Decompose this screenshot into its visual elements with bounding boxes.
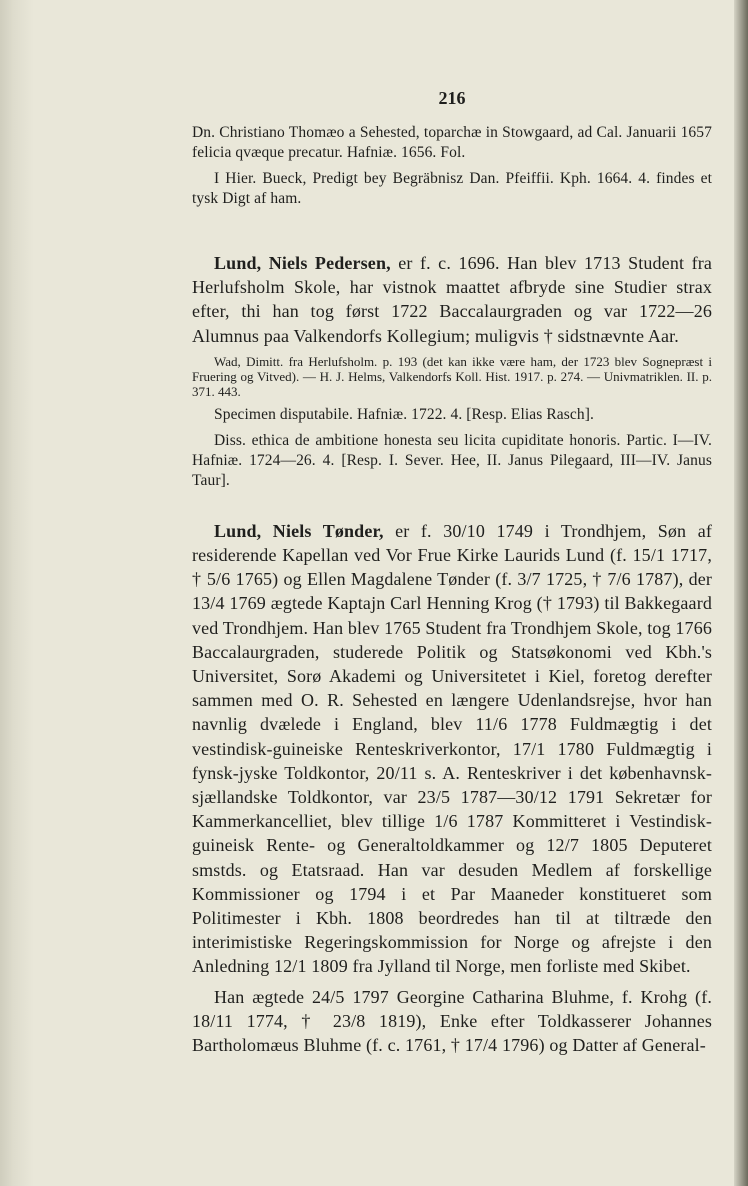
entry-lund-niels-pedersen bbox=[192, 251, 712, 491]
entry-lund-niels-tonder bbox=[192, 519, 712, 1057]
entry-paragraph: Dn. Christiano Thomæo a Sehested, toparchæ in Stowgaard, ad Cal. Januarii 1657 felicia qvæque precatur. Hafniæ. 1656. Fol. bbox=[192, 124, 712, 161]
entry-body bbox=[192, 519, 712, 979]
entry-body bbox=[192, 251, 712, 348]
entry-continuation: Han ægtede 24/5 1797 Georgine Catharina Bluhme, f. Krohg (f. 18/11 1774, † 23/8 1819), Enke efter Toldkasserer Johannes Bartholomæus Bluhme (f. c. 1761, † 17/4 1796) og Datter af General- bbox=[192, 986, 712, 1056]
page-edge-shadow bbox=[734, 0, 748, 1186]
entry-name: Lund, Niels Tønder, bbox=[214, 520, 384, 541]
entry-text: er f. 30/10 1749 i Trondhjem, Søn af residerende Kapellan ved Vor Frue Kirke Laurids Lund (f. 15/1 1717, † 5/6 1765) og Ellen Magdalene Tønder (f. 3/7 1725, † 7/6 1787), der 13/4 1769 ægtede Kaptajn Carl Henning Krog († 1793) til Bakkegaard ved Trondhjem. Han blev 1765 Student fra Trondhjem Skole, tog 1766 Baccalaurgraden, studerede Politik og Statsøkonomi ved Kbh.'s Universitet, Sorø Akademi og Universitetet i Kiel, foretog derefter sammen med O. R. Sehested en længere Udenlandsrejse, hvor han navnlig dvælede i England, blev 11/6 1778 Fuldmægtig i det vestindisk-guineiske Renteskriverkontor, 17/1 1780 Fuldmægtig i fynsk-jyske Toldkontor, 20/11 s. A. Renteskriver i det københavnsk-sjællandske Toldkontor, var 23/5 1787—30/12 1791 Sekretær for Kammerkancelliet, blev tillige 1/6 1787 Kommitteret i Vestindisk-guineisk Rente- og Generaltoldkammer og 12/7 1805 Deputeret smstds. og Etatsraad. Han var desuden Medlem af forskellige Kommissioner og 1794 i et Par Maaneder konstitueret som Politimester i Kbh. 1808 beordredes han til at tiltræde den interimistiske Regeringskommission for Norge og afrejste i den Anledning 12/1 1809 fra Jylland til Norge, men forliste med Skibet. bbox=[192, 520, 712, 977]
entry-work: Specimen disputabile. Hafniæ. 1722. 4. [Resp. Elias Rasch]. bbox=[214, 405, 594, 423]
entry-christiano bbox=[192, 123, 712, 209]
entry-paragraph: I Hier. Bueck, Predigt bey Begräbnisz Dan. Pfeiffii. Kph. 1664. 4. findes et tysk Digt af ham. bbox=[192, 170, 712, 207]
page-gutter-shadow bbox=[0, 0, 34, 1186]
page-number: 216 bbox=[438, 88, 466, 108]
entry-work: Diss. ethica de ambitione honesta seu licita cupiditate honoris. Partic. I—IV. Hafniæ. 1724—26. 4. [Resp. I. Sever. Hee, II. Janus Pilegaard, III—IV. Janus Taur]. bbox=[192, 431, 712, 489]
entry-name: Lund, Niels Pedersen, bbox=[214, 253, 391, 273]
entry-text: er f. c. 1696. Han blev 1713 Student fra Herlufsholm Skole, har vistnok maattet afbryde sine Studier strax efter, thi han tog først 1722 Baccalaurgraden og var 1722—26 Alumnus paa Valkendorfs Kollegium; muligvis † sidstnævnte Aar. bbox=[192, 253, 712, 346]
page-content bbox=[192, 88, 712, 1057]
entry-sources: Wad, Dimitt. fra Herlufsholm. p. 193 (det kan ikke være ham, der 1723 blev Sognepræst i Fruering og Vitved). — H. J. Helms, Valkendorfs Koll. Hist. 1917. p. 274. — Univmatriklen. II. p. 371. 443. bbox=[192, 353, 712, 399]
